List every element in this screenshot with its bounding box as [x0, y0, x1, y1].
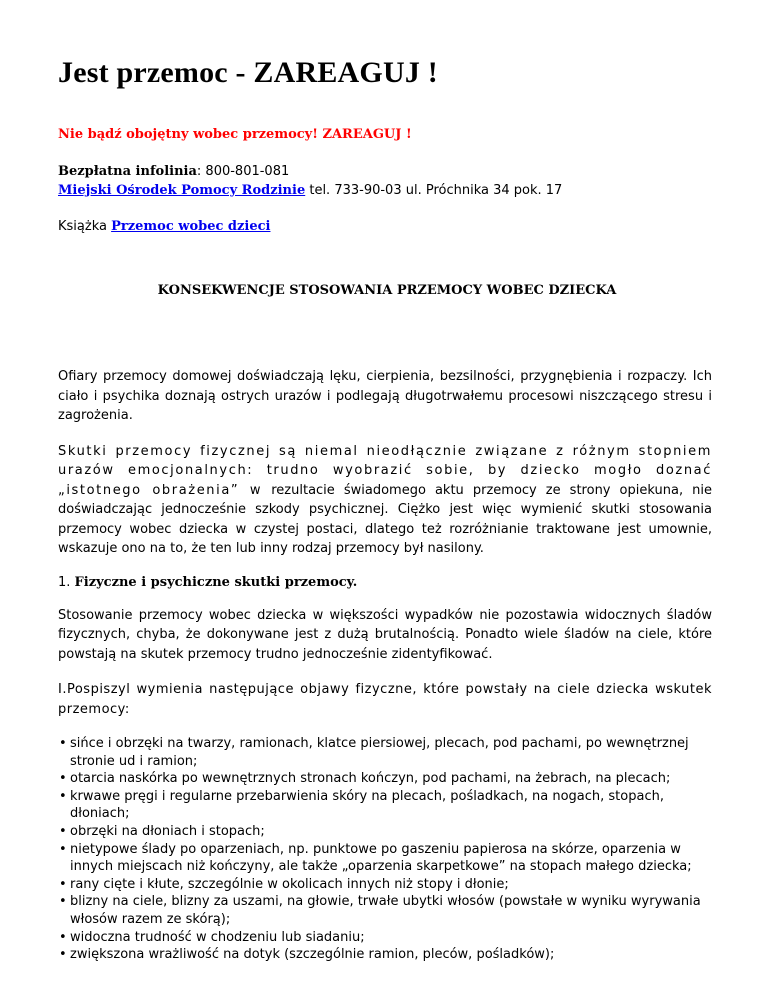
- paragraph-victims: Ofiary przemocy domowej doświadczają lęku, cierpienia, bezsilności, przygnębienia i rozpaczy. Ich ciało i psychika doznają ostrych urazów i podlegają długotrwałemu procesowi niszczącego stresu i zagrożenia.: [58, 369, 712, 423]
- page-title: Jest przemoc - ZAREAGUJ !: [58, 56, 438, 89]
- infoline-separator: :: [196, 164, 206, 179]
- section-1-title: Fizyczne i psychiczne skutki przemocy.: [74, 574, 358, 590]
- list-item: • sińce i obrzęki na twarzy, ramionach, klatce piersiowej, plecach, pod pachami, po wewnętrznej stronie ud i ramion;: [70, 735, 712, 770]
- infoline-number: 800-801-081: [205, 164, 290, 179]
- book-prefix: Książka: [58, 219, 112, 234]
- list-item: • obrzęki na dłoniach i stopach;: [70, 823, 712, 841]
- alert-text: Nie bądź obojętny wobec przemocy! ZAREAGUJ !: [58, 127, 412, 142]
- list-item: • otarcia naskórka po wewnętrznych stronach kończyn, pod pachami, na żebrach, na plecach;: [70, 770, 712, 788]
- infoline-label: Bezpłatna infolinia: [58, 164, 197, 179]
- center-link[interactable]: Miejski Ośrodek Pomocy Rodzinie: [58, 183, 306, 198]
- symptoms-list: [58, 735, 712, 964]
- paragraph-effects: [58, 442, 712, 559]
- center-row: [58, 181, 712, 200]
- center-details: tel. 733-90-03 ul. Próchnika 34 pok. 17: [305, 183, 563, 198]
- paragraph-effects-rest: rezultacie świadomego aktu przemocy ze strony opiekuna, nie doświadczając jednocześnie szkody psychicznej. Ciężko jest więc wymienić skutki stosowania przemocy wobec dziecka w czystej postaci, dlatego też rozróżnianie traktowane jest umownie, wskazuje ono na to, że ten lub inny rodzaj przemocy był nasilony.: [58, 482, 712, 556]
- infoline-row: [58, 162, 712, 181]
- list-item: • rany cięte i kłute, szczególnie w okolicach innych niż stopy i dłonie;: [70, 876, 712, 894]
- contact-info: [58, 162, 712, 200]
- paragraph-pospiszyl: I.Pospiszyl wymienia następujące objawy fizyczne, które powstały na ciele dziecka wskutek przemocy:: [58, 682, 712, 717]
- paragraph-effects-lead: Skutki przemocy fizycznej są niemal nieodłącznie związane z różnym stopniem urazów emocjonalnych: trudno wyobrazić sobie, by dziecko mogło doznać „istotnego obrażenia” w: [58, 443, 712, 498]
- list-item: • widoczna trudność w chodzeniu lub siadaniu;: [70, 929, 712, 947]
- list-item: • nietypowe ślady po oparzeniach, np. punktowe po gaszeniu papierosa na skórze, oparzenia w innych miejscach niż kończyny, ale także „oparzenia skarpetkowe” na stopach małego dziecka;: [70, 841, 712, 876]
- list-item: • zwiększona wrażliwość na dotyk (szczególnie ramion, pleców, pośladków);: [70, 946, 712, 964]
- section-1-heading: [58, 575, 712, 590]
- list-item: • blizny na ciele, blizny za uszami, na głowie, trwałe ubytki włosów (powstałe w wyniku wyrywania włosów razem ze skórą);: [70, 893, 712, 928]
- paragraph-traces: Stosowanie przemocy wobec dziecka w większości wypadków nie pozostawia widocznych śladów fizycznych, chyba, że dokonywane jest z dużą brutalnością. Ponadto wiele śladów na ciele, które powstają na skutek przemocy trudno jednocześnie zidentyfikować.: [58, 607, 712, 662]
- book-link[interactable]: Przemoc wobec dzieci: [111, 219, 271, 234]
- section-1-number: 1.: [58, 574, 75, 590]
- book-row: [58, 218, 712, 236]
- list-item: • krwawe pręgi i regularne przebarwienia skóry na plecach, pośladkach, na nogach, stopach, dłoniach;: [70, 788, 712, 823]
- section-heading: KONSEKWENCJE STOSOWANIA PRZEMOCY WOBEC DZIECKA: [157, 283, 617, 298]
